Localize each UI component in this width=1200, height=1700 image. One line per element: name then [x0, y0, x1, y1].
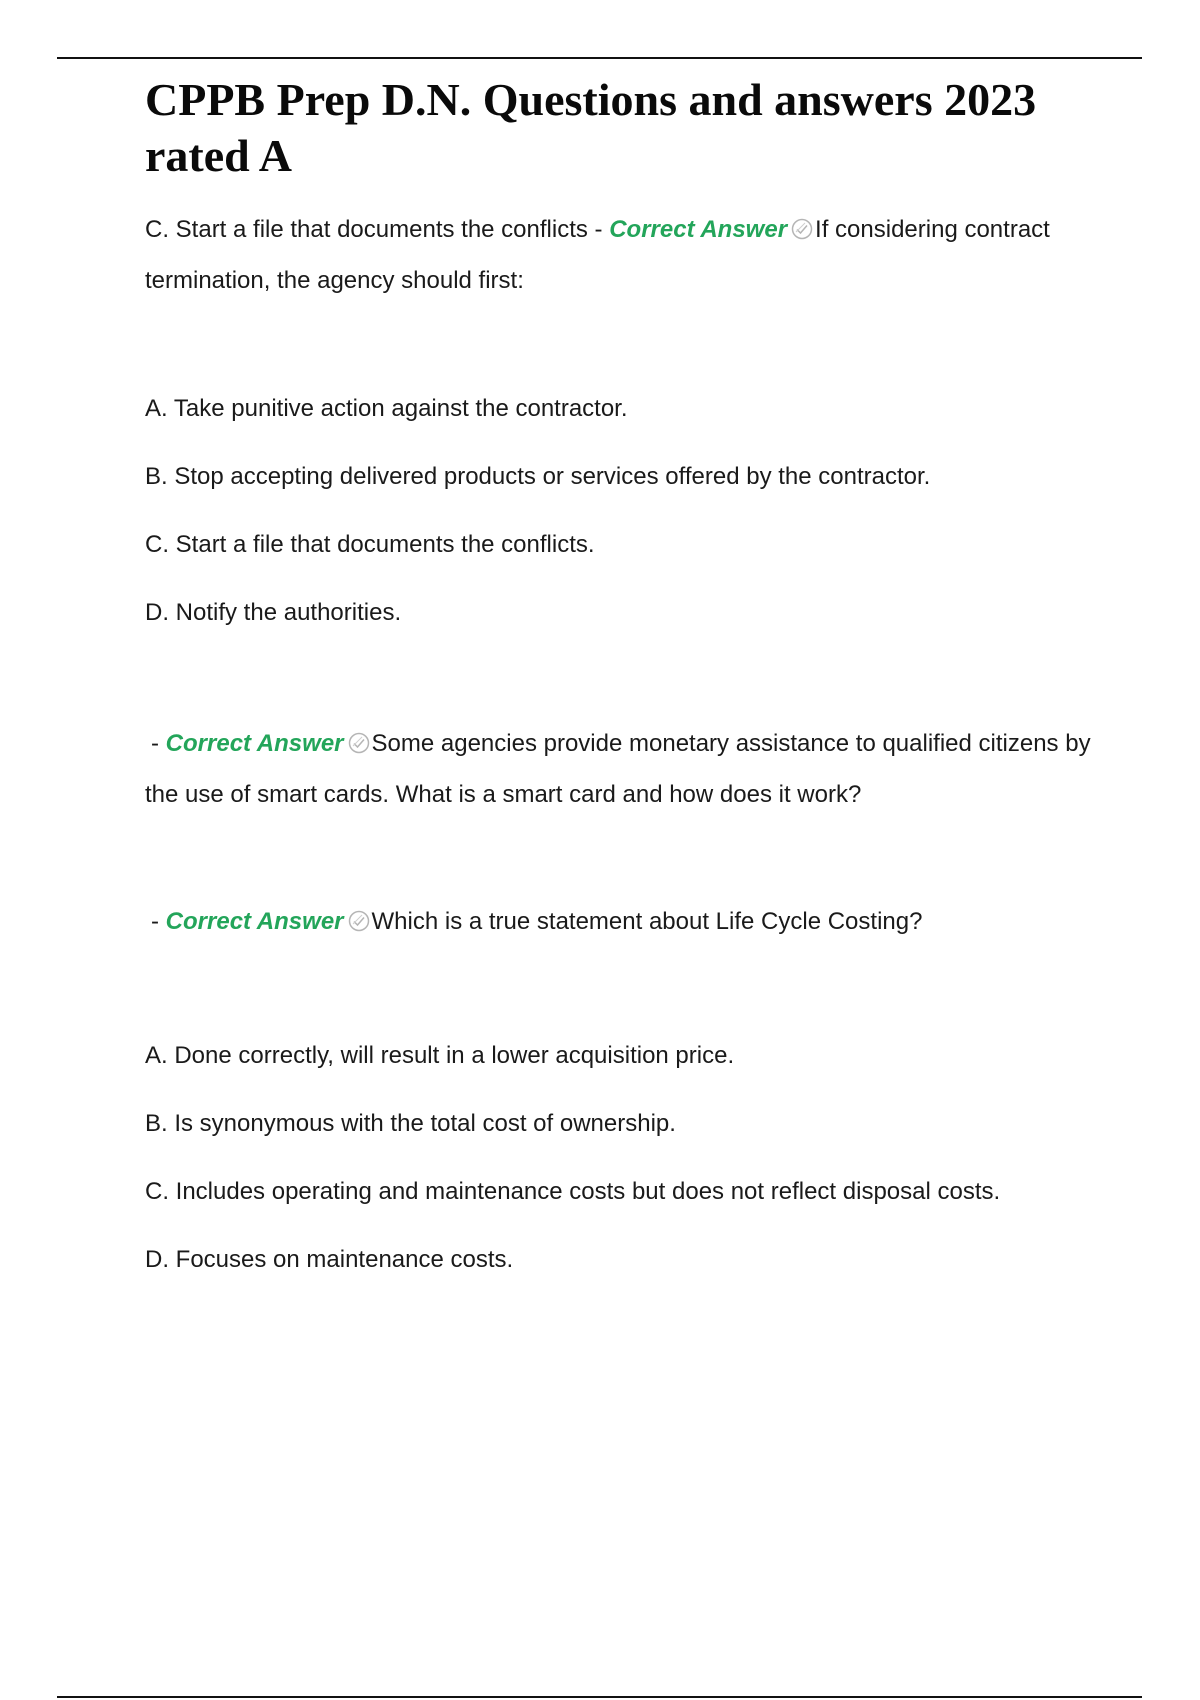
- question-text: Some agencies provide monetary assistance to qualified citizens by the use of smart cards. What is a smart card and how does it work?: [145, 730, 1091, 808]
- correct-answer-label: Correct Answer: [609, 216, 788, 243]
- check-circle-icon: [348, 910, 370, 932]
- option-c: C. Start a file that documents the conflicts.: [145, 531, 595, 558]
- option-a: A. Done correctly, will result in a lower acquisition price.: [145, 1042, 735, 1069]
- option-b: B. Stop accepting delivered products or services offered by the contractor.: [145, 463, 931, 490]
- question-text: Which is a true statement about Life Cycle Costing?: [371, 908, 923, 935]
- answer-dash: -: [151, 730, 166, 757]
- check-circle-icon: [348, 732, 370, 754]
- answer-dash: -: [151, 908, 166, 935]
- qa-paragraph-3: [145, 896, 1105, 947]
- option-d: D. Focuses on maintenance costs.: [145, 1246, 514, 1273]
- option-b: B. Is synonymous with the total cost of ownership.: [145, 1110, 676, 1137]
- check-circle-icon: [791, 218, 813, 240]
- option-c: C. Includes operating and maintenance costs but does not reflect disposal costs.: [145, 1178, 1001, 1205]
- document-title: CPPB Prep D.N. Questions and answers 2023 rated A: [145, 74, 1037, 181]
- top-rule: [57, 57, 1142, 59]
- bottom-rule: [57, 1696, 1142, 1698]
- qa-paragraph-1: [145, 204, 1105, 306]
- option-d: D. Notify the authorities.: [145, 599, 402, 626]
- correct-answer-label: Correct Answer: [165, 908, 344, 935]
- option-a: A. Take punitive action against the contractor.: [145, 395, 628, 422]
- question-text: If considering contract termination, the agency should first:: [145, 216, 1050, 294]
- options-list-1: [145, 392, 1105, 630]
- options-list-2: [145, 1039, 1105, 1277]
- document-body: [145, 72, 1105, 1277]
- qa-paragraph-2: [145, 718, 1105, 820]
- previous-answer-text: C. Start a file that documents the conflicts -: [145, 216, 610, 243]
- correct-answer-label: Correct Answer: [165, 730, 344, 757]
